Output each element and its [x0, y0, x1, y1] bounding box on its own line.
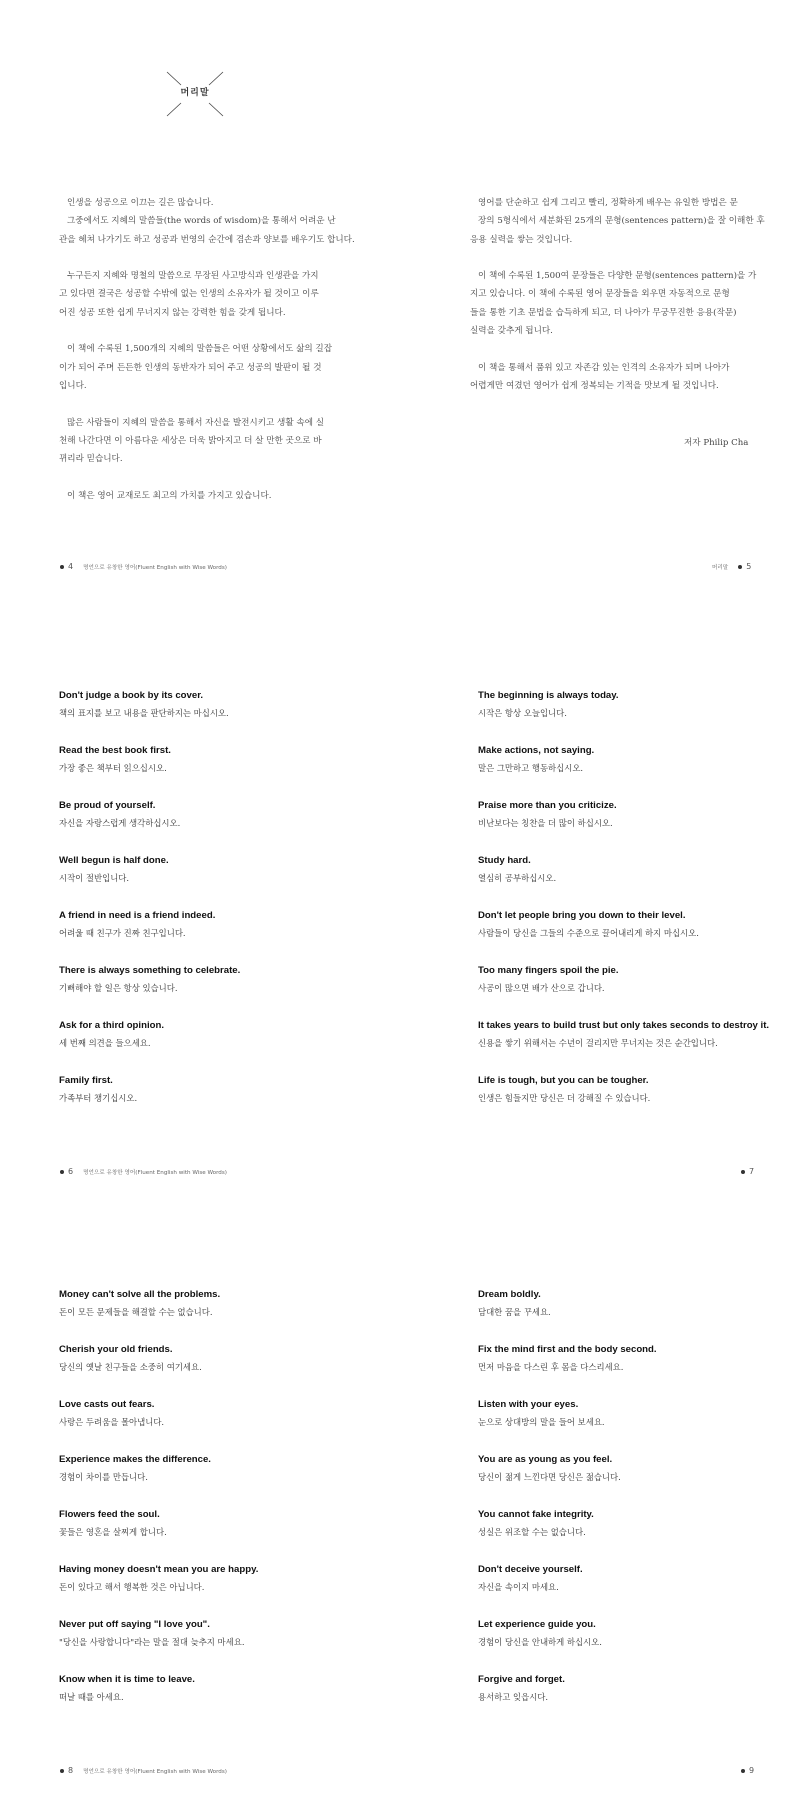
quote-korean: 자신을 자랑스럽게 생각하십시오. [59, 818, 181, 828]
bullet-dot [741, 1170, 745, 1174]
quote-korean: "당신을 사랑합니다"라는 말을 절대 늦추지 마세요. [59, 1637, 245, 1647]
quote-korean: 먼저 마음을 다스린 후 몸을 다스리세요. [478, 1362, 624, 1372]
quote-korean: 담대한 꿈을 꾸세요. [478, 1307, 551, 1317]
page-footer-8 [60, 1766, 227, 1775]
quote-english: Family first. [59, 1075, 113, 1086]
quote-item [59, 964, 240, 1019]
preface-line: 영어를 단순하고 쉽게 그리고 빨리, 정확하게 배우는 유일한 방법은 문 [478, 198, 738, 208]
preface-line: 어진 성공 또한 쉽게 무너지지 않는 강력한 힘을 갖게 됩니다. [59, 307, 286, 318]
quote-korean: 세 번째 의견을 들으세요. [59, 1038, 151, 1048]
quote-english: There is always something to celebrate. [59, 965, 241, 976]
quote-korean: 꽃들은 영혼을 살찌게 합니다. [59, 1527, 167, 1537]
quote-item [478, 1398, 657, 1453]
preface-line: 지고 있습니다. 이 책에 수록된 영어 문장들을 외우면 자동적으로 문형 [470, 289, 730, 300]
quote-korean: 가장 좋은 책부터 읽으십시오. [59, 763, 167, 773]
quote-korean: 당신의 옛날 친구들을 소중히 여기세요. [59, 1362, 202, 1372]
quote-english: Too many fingers spoil the pie. [478, 965, 619, 976]
page-number: 5 [746, 562, 752, 571]
page-footer-6 [60, 1167, 227, 1176]
preface-line: 이 책에 수록된 1,500개의 지혜의 말씀들은 어떤 상황에서도 삶의 길잡 [67, 344, 333, 355]
quote-korean: 경험이 당신을 안내하게 하십시오. [478, 1637, 602, 1647]
preface-paragraph [59, 194, 359, 249]
author-signature: 저자 Philip Cha [684, 438, 749, 448]
quote-item [478, 744, 769, 799]
preface-line: 천해 나간다면 이 아름다운 세상은 더욱 밝아지고 더 살 만한 곳으로 바 [59, 435, 322, 446]
page-footer-5 [712, 562, 751, 571]
quote-item [478, 964, 769, 1019]
quote-english: Love casts out fears. [59, 1399, 155, 1410]
quote-korean: 말은 그만하고 행동하십시오. [478, 763, 584, 773]
preface-paragraph [470, 194, 770, 249]
quote-korean: 어려울 때 친구가 진짜 친구입니다. [59, 928, 186, 938]
quote-korean: 성실은 위조할 수는 없습니다. [478, 1527, 586, 1537]
preface-line: 이 책은 영어 교재로도 최고의 가치를 가지고 있습니다. [67, 490, 272, 501]
quote-item [59, 909, 240, 964]
page-number: 4 [68, 562, 74, 571]
page-number: 7 [749, 1167, 755, 1176]
quote-english: Don't let people bring you down to their level. [478, 910, 686, 921]
quote-english: Praise more than you criticize. [478, 800, 617, 811]
quote-item [59, 1343, 258, 1398]
quotes-column-page-7 [478, 689, 769, 1129]
quote-korean: 사공이 많으면 배가 산으로 갑니다. [478, 983, 605, 993]
quote-english: It takes years to build trust but only takes seconds to destroy it. [478, 1020, 770, 1031]
quote-english: Don't judge a book by its cover. [59, 690, 204, 701]
page-footer-9 [741, 1766, 754, 1775]
quote-item [59, 1074, 240, 1129]
bullet-dot [741, 1769, 745, 1773]
quote-item [478, 689, 769, 744]
preface-paragraph [59, 414, 359, 469]
quote-item [59, 799, 240, 854]
preface-line: 이가 되어 주며 든든한 인생의 동반자가 되어 주고 성공의 발판이 될 것 [59, 362, 322, 373]
quote-korean: 사랑은 두려움을 몰아냅니다. [59, 1417, 165, 1427]
book-title: 명언으로 유창한 영어(Fluent English with Wise Words) [83, 1170, 227, 1176]
quote-english: Ask for a third opinion. [59, 1020, 164, 1031]
quote-korean: 기뻐해야 할 일은 항상 있습니다. [59, 983, 178, 993]
quote-item [478, 1453, 657, 1508]
page-number: 6 [68, 1167, 74, 1176]
preface-line: 들을 통한 기초 문법을 습득하게 되고, 더 나아가 무궁무진한 응용(작문) [470, 307, 737, 318]
quote-english: Forgive and forget. [478, 1674, 565, 1685]
quote-item [478, 1508, 657, 1563]
preface-line: 많은 사람들이 지혜의 말씀을 통해서 자신을 발전시키고 생활 속에 실 [67, 417, 325, 428]
quote-english: Make actions, not saying. [478, 745, 595, 756]
quote-korean: 자신을 속이지 마세요. [478, 1582, 559, 1592]
preface-paragraph [59, 267, 359, 322]
page-footer-4 [60, 562, 227, 571]
book-title: 명언으로 유창한 영어(Fluent English with Wise Words) [83, 1769, 227, 1775]
quote-korean: 열심히 공부하십시오. [478, 873, 557, 883]
quote-english: Don't deceive yourself. [478, 1564, 583, 1575]
quote-english: You cannot fake integrity. [478, 1509, 594, 1520]
preface-paragraph [59, 487, 359, 505]
preface-line: 실력을 갖추게 됩니다. [470, 326, 553, 337]
quote-korean: 당신이 젊게 느낀다면 당신은 젊습니다. [478, 1472, 621, 1482]
quote-english: Never put off saying "I love you". [59, 1619, 210, 1630]
preface-line: 장의 5형식에서 세분화된 25개의 문형(sentences pattern)을 잘 이해한 후 [478, 216, 765, 227]
preface-line: 어렵게만 여겼던 영어가 쉽게 정복되는 기적을 맛보게 될 것입니다. [470, 380, 719, 391]
quote-korean: 비난보다는 칭찬을 더 많이 하십시오. [478, 818, 613, 828]
quote-korean: 눈으로 상대방의 말을 들어 보세요. [478, 1417, 605, 1427]
preface-line: 응용 실력을 쌓는 것입니다. [470, 234, 573, 245]
page-number: 9 [749, 1766, 755, 1775]
quote-item [59, 1019, 240, 1074]
quote-korean: 경험이 차이를 만듭니다. [59, 1472, 148, 1482]
preface-paragraph [470, 267, 770, 340]
book-title: 명언으로 유창한 영어(Fluent English with Wise Words) [83, 565, 227, 571]
quote-item [59, 1288, 258, 1343]
preface-line: 입니다. [59, 380, 87, 391]
quote-korean: 신용을 쌓기 위해서는 수년이 걸리지만 무너지는 것은 순간입니다. [478, 1038, 718, 1048]
preface-line: 그중에서도 지혜의 말씀들(the words of wisdom)을 통해서 어려운 난 [67, 216, 336, 227]
quote-item [478, 799, 769, 854]
quote-item [478, 854, 769, 909]
quote-english: Be proud of yourself. [59, 800, 156, 811]
quote-item [478, 1074, 769, 1129]
preface-right-column [470, 194, 770, 414]
quote-english: Life is tough, but you can be tougher. [478, 1075, 649, 1086]
preface-line: 누구든지 지혜와 명철의 말씀으로 무장된 사고방식과 인생관을 가지 [67, 271, 319, 282]
quote-item [59, 1508, 258, 1563]
quote-item [478, 1019, 769, 1074]
section-title: 머리말 [712, 565, 729, 571]
preface-line: 이 책을 통해서 품위 있고 자존감 있는 인격의 소유자가 되며 나아가 [478, 362, 730, 373]
quote-english: Study hard. [478, 855, 531, 866]
quote-english: Fix the mind first and the body second. [478, 1344, 657, 1355]
quote-korean: 가족부터 챙기십시오. [59, 1093, 138, 1103]
preface-paragraph [470, 359, 770, 396]
quote-item [478, 1288, 657, 1343]
quote-korean: 인생은 힘들지만 당신은 더 강해질 수 있습니다. [478, 1093, 651, 1103]
quote-item [59, 1673, 258, 1728]
quote-english: The beginning is always today. [478, 690, 619, 701]
bullet-dot [60, 1769, 64, 1773]
bullet-dot [60, 1170, 64, 1174]
quote-english: Well begun is half done. [59, 855, 169, 866]
quote-item [59, 689, 240, 744]
bullet-dot [60, 565, 64, 569]
quote-english: Experience makes the difference. [59, 1454, 211, 1465]
preface-heading: 머리말 [180, 88, 210, 98]
quotes-column-page-6 [59, 689, 240, 1129]
quote-korean: 돈이 있다고 해서 행복한 것은 아닙니다. [59, 1582, 205, 1592]
quote-item [59, 854, 240, 909]
quote-item [59, 1398, 258, 1453]
quotes-column-page-9 [478, 1288, 657, 1728]
quote-item [59, 1563, 258, 1618]
quote-korean: 떠날 때를 아세요. [59, 1692, 124, 1702]
quote-item [478, 1343, 657, 1398]
quote-item [478, 1618, 657, 1673]
quote-english: You are as young as you feel. [478, 1454, 613, 1465]
quote-item [478, 1563, 657, 1618]
quote-korean: 시작은 항상 오늘입니다. [478, 708, 567, 718]
bullet-dot [738, 565, 742, 569]
quote-english: Cherish your old friends. [59, 1344, 173, 1355]
quote-item [59, 1453, 258, 1508]
quote-korean: 책의 표지를 보고 내용을 판단하지는 마십시오. [59, 708, 229, 718]
preface-left-column [59, 194, 359, 523]
page-footer-7 [741, 1167, 754, 1176]
quote-item [59, 1618, 258, 1673]
quote-english: Listen with your eyes. [478, 1399, 579, 1410]
quote-english: Dream boldly. [478, 1289, 541, 1300]
preface-paragraph [59, 340, 359, 395]
quote-korean: 사람들이 당신을 그들의 수준으로 끌어내리게 하지 마십시오. [478, 928, 699, 938]
preface-line: 고 있다면 결국은 성공할 수밖에 없는 인생의 소유자가 될 것이고 이루 [59, 289, 319, 300]
quote-english: Let experience guide you. [478, 1619, 596, 1630]
quote-english: Read the best book first. [59, 745, 171, 756]
preface-line: 인생을 성공으로 이끄는 길은 많습니다. [67, 198, 214, 208]
quote-korean: 돈이 모든 문제들을 해결할 수는 없습니다. [59, 1307, 213, 1317]
quote-english: A friend in need is a friend indeed. [59, 910, 216, 921]
quote-english: Flowers feed the soul. [59, 1509, 160, 1520]
preface-line: 관을 헤쳐 나가기도 하고 성공과 번영의 순간에 겸손과 양보를 배우기도 합니다. [59, 234, 355, 245]
preface-heading-mark [163, 70, 227, 118]
quote-korean: 용서하고 잊읍시다. [478, 1692, 549, 1702]
preface-line: 이 책에 수록된 1,500여 문장들은 다양한 문형(sentences pattern)을 가 [478, 271, 757, 282]
quote-english: Know when it is time to leave. [59, 1674, 195, 1685]
quote-item [59, 744, 240, 799]
quote-korean: 시작이 절반입니다. [59, 873, 130, 883]
quote-item [478, 1673, 657, 1728]
quotes-column-page-8 [59, 1288, 258, 1728]
quote-english: Money can't solve all the problems. [59, 1289, 221, 1300]
preface-line: 뀌리라 믿습니다. [59, 454, 123, 465]
quote-english: Having money doesn't mean you are happy. [59, 1564, 259, 1575]
page-number: 8 [68, 1766, 74, 1775]
quote-item [478, 909, 769, 964]
